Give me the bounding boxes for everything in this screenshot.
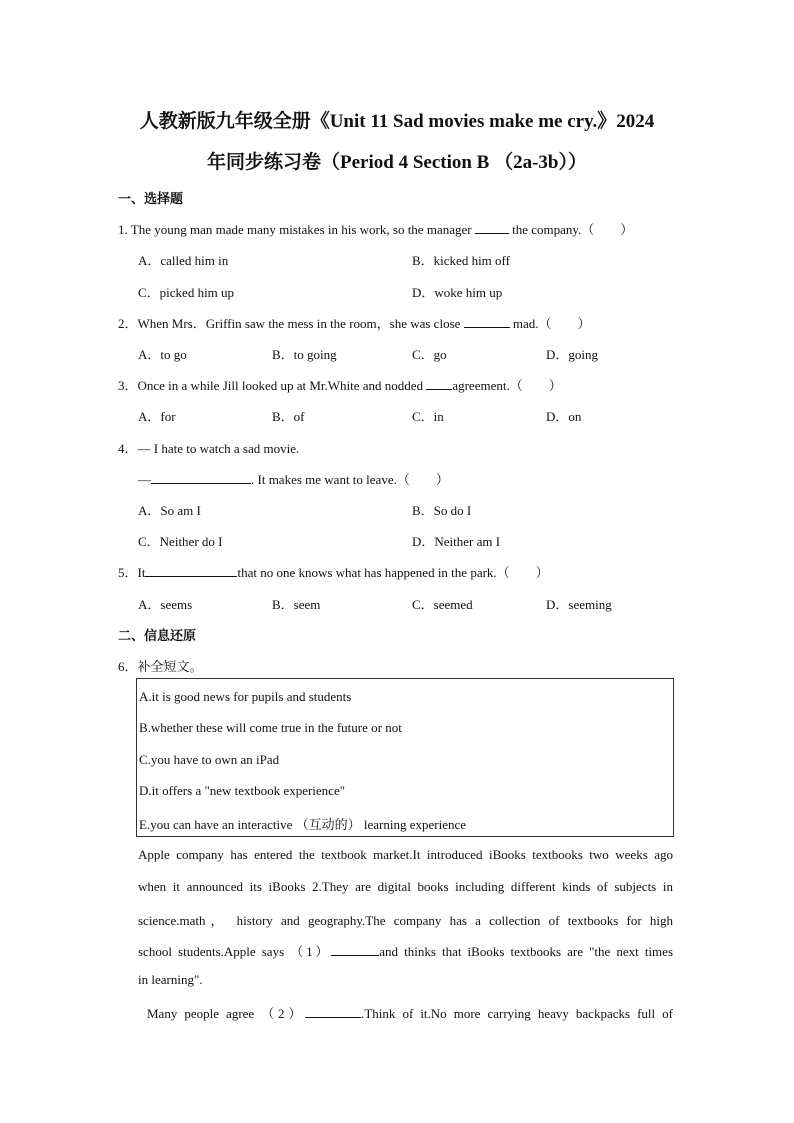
- passage-line-4-a: school students.Apple says （1）: [138, 944, 332, 959]
- passage-line-3: science.math， history and geography.The company has a collection of textbooks for high: [138, 913, 673, 928]
- question-6-stem: 6．补全短文。: [118, 659, 203, 674]
- section-heading-choice: 一、选择题: [118, 191, 184, 206]
- box-item-a: A.it is good news for pupils and students: [139, 689, 352, 704]
- question-1-option-c: C．picked him up: [138, 285, 235, 300]
- question-5-option-b: B．seem: [272, 597, 321, 612]
- question-3: [118, 375, 562, 394]
- question-1-stem-b: the company.（ ）: [508, 222, 634, 237]
- question-5-option-c: C．seemed: [412, 597, 473, 612]
- question-5-blank: [145, 564, 237, 577]
- question-1-option-d: D．woke him up: [412, 285, 503, 300]
- question-3-stem-a: 3．Once in a while Jill looked up at Mr.White and nodded: [118, 378, 427, 393]
- question-4-option-b: B．So do I: [412, 503, 472, 518]
- passage-line-4: [138, 941, 673, 960]
- question-2-option-b: B．to going: [272, 347, 337, 362]
- question-2: [118, 313, 591, 332]
- box-item-e: E.you can have an interactive （互动的） learning experience: [139, 817, 467, 832]
- question-4-line-2: [138, 469, 449, 488]
- question-2-option-d: D．going: [546, 347, 599, 362]
- question-4-option-d: D．Neither am I: [412, 534, 501, 549]
- box-item-d: D.it offers a "new textbook experience": [139, 783, 346, 798]
- box-item-b: B.whether these will come true in the future or not: [139, 720, 402, 735]
- question-2-stem-b: mad.（ ）: [509, 316, 591, 331]
- question-4-option-a: A．So am I: [138, 503, 201, 518]
- question-1-option-a: A．called him in: [138, 253, 229, 268]
- question-5-option-a: A．seems: [138, 597, 193, 612]
- question-3-option-c: C．in: [412, 409, 444, 424]
- question-2-stem-a: 2．When Mrs．Griffin saw the mess in the room，she was close: [118, 316, 464, 331]
- question-4-dash: —: [138, 472, 151, 487]
- question-1-option-b: B．kicked him off: [412, 253, 510, 268]
- question-3-option-a: A．for: [138, 409, 176, 424]
- question-5-stem-b: that no one knows what has happened in the park.（ ）: [237, 565, 549, 580]
- question-1: [118, 219, 633, 238]
- passage-line-4-b: and thinks that iBooks textbooks are "the next times: [379, 944, 674, 959]
- passage-line-6: [147, 1003, 673, 1022]
- question-2-option-c: C．go: [412, 347, 447, 362]
- passage-line-6-a: Many people agree （2）: [147, 1006, 306, 1021]
- options-box: [136, 678, 674, 837]
- question-4-stem-d: . It makes me want to leave.（ ）: [251, 472, 449, 487]
- question-5-stem-a: 5．It: [118, 565, 146, 580]
- question-3-blank: [426, 377, 452, 390]
- section-heading-info: 二、信息还原: [118, 628, 197, 643]
- question-1-blank: [475, 221, 509, 234]
- passage-line-6-b: .Think of it.No more carrying heavy backpacks full of: [361, 1006, 673, 1021]
- question-3-option-b: B．of: [272, 409, 305, 424]
- question-3-option-d: D．on: [546, 409, 582, 424]
- question-4-line-1: 4．— I hate to watch a sad movie.: [118, 441, 300, 456]
- question-5-option-d: D．seeming: [546, 597, 612, 612]
- passage-blank-1: [331, 943, 379, 956]
- passage-blank-2: [305, 1005, 361, 1018]
- question-1-stem-a: 1. The young man made many mistakes in his work, so the manager: [118, 222, 475, 237]
- question-2-blank: [464, 315, 510, 328]
- passage-line-5: in learning".: [138, 972, 203, 987]
- passage-line-1: Apple company has entered the textbook market.It introduced iBooks textbooks two weeks ago: [138, 847, 673, 862]
- box-item-c: C.you have to own an iPad: [139, 752, 280, 767]
- passage-line-2: when it announced its iBooks 2.They are digital books including different kinds of subjects in: [138, 879, 673, 894]
- question-5: [118, 562, 549, 581]
- question-4-blank: [151, 471, 251, 484]
- question-4-option-c: C．Neither do I: [138, 534, 223, 549]
- title-line-2: 年同步练习卷（Period 4 Section B （2a-3b））: [207, 152, 587, 173]
- question-2-option-a: A．to go: [138, 347, 187, 362]
- question-3-stem-b: agreement.（ ）: [452, 378, 562, 393]
- title-line-1: 人教新版九年级全册《Unit 11 Sad movies make me cry.》2024: [139, 111, 655, 132]
